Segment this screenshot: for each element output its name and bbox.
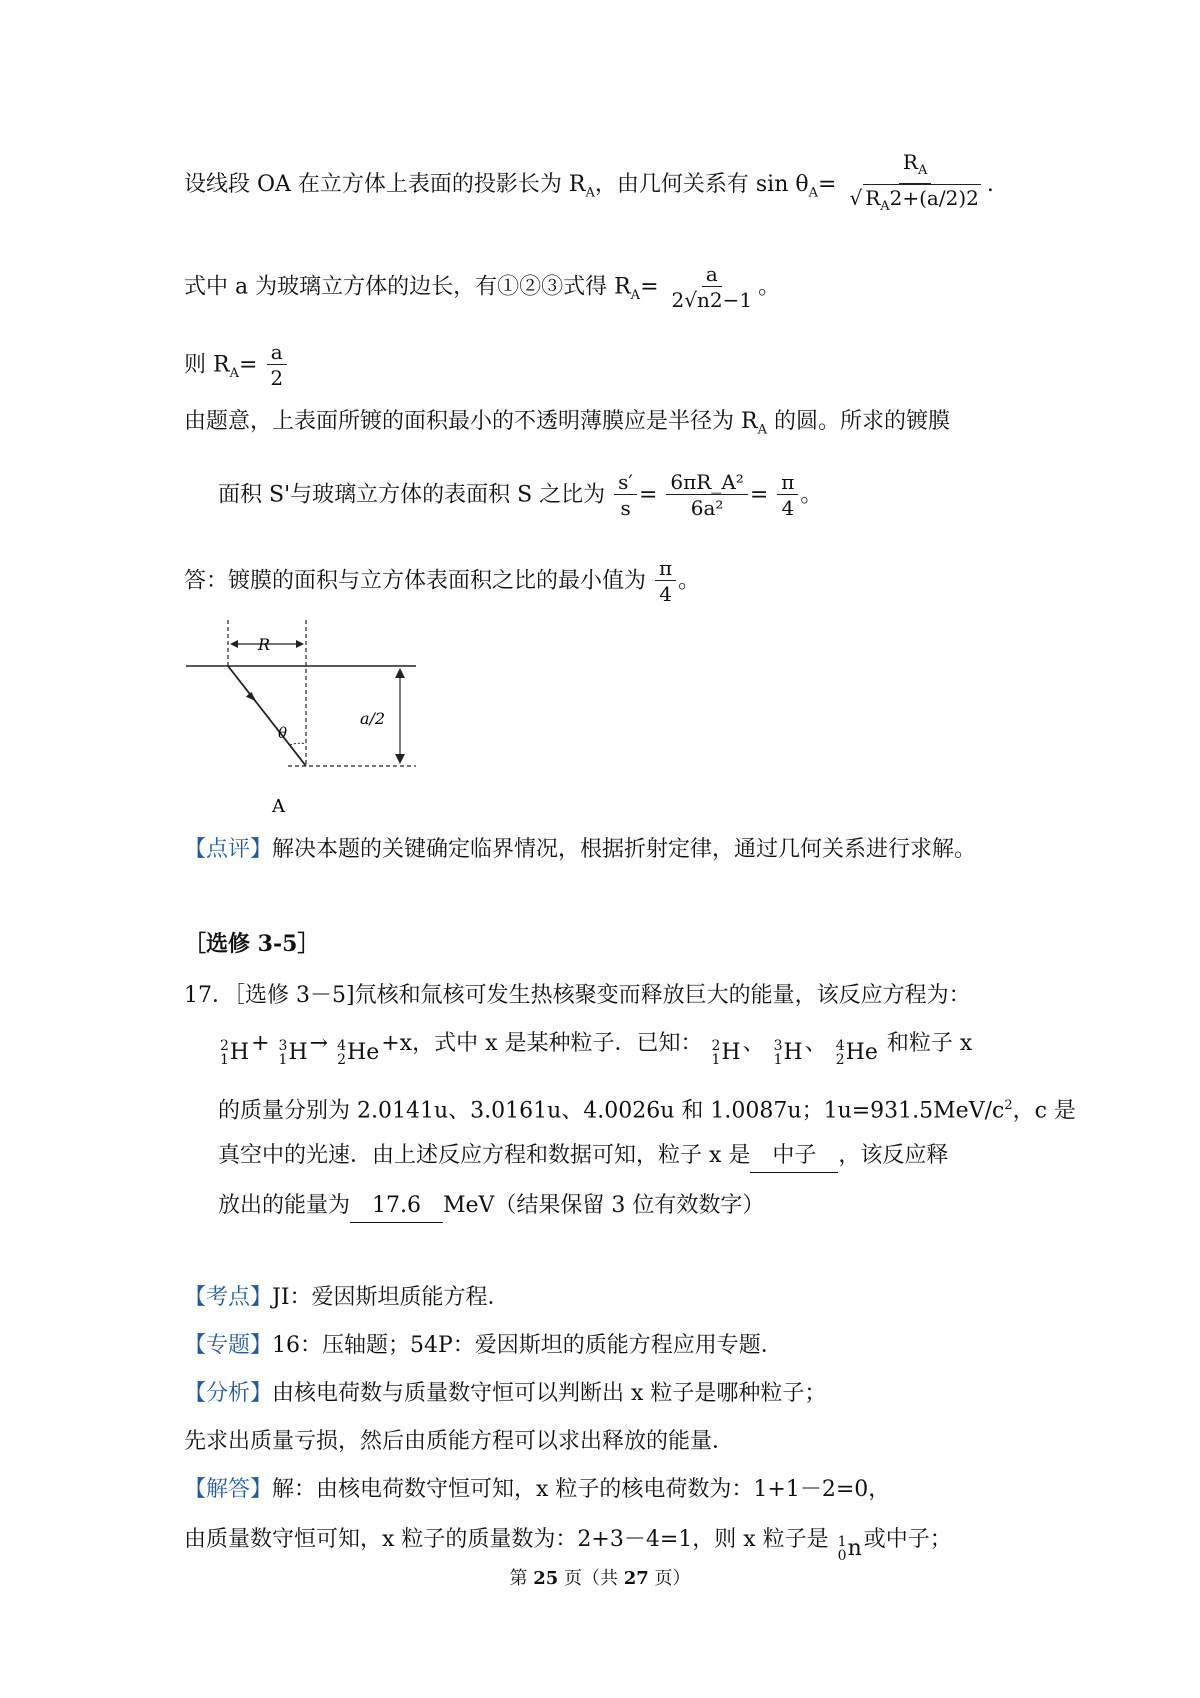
- point-a-label: A: [272, 796, 285, 817]
- q17-line-4: 真空中的光速．由上述反应方程和数据可知，粒子 x 是 中子 ，该反应释: [218, 1140, 1050, 1173]
- q17-line-5: 放出的能量为 17.6 MeV（结果保留 3 位有效数字）: [218, 1190, 1050, 1223]
- ra-fraction: $\frac{a}{2√n2-1}$: [671, 262, 753, 312]
- para-area-ratio: 面积 S'与玻璃立方体的表面积 S 之比为 $\frac{s'}{s}$ = $\frac{\text{6πR\_A²}}{\text{6a²}}$ = $\frac{\pi}{4}$ 。: [218, 470, 823, 520]
- half-fraction: $\frac{a}{2}$: [266, 340, 287, 391]
- fenxi-tag: 【分析】: [184, 1381, 273, 1406]
- isotope-he4: 4 2 He: [337, 1038, 380, 1068]
- a2-arrow-bottom: [395, 754, 405, 764]
- r-arrow-left: [230, 640, 238, 648]
- para-jieda: 【解答】解：由核电荷数守恒可知，x 粒子的核电荷数为：1+1－2=0，: [184, 1477, 891, 1502]
- para-kaodian: 【考点】JI：爱因斯坦质能方程．: [184, 1285, 510, 1310]
- ray-line: [228, 666, 306, 766]
- geometry-diagram: [180, 620, 420, 820]
- para-projection: 设线段 OA 在立方体上表面的投影长为 $R_A$，由几何关系有 $\sin \theta_A=$ $\frac{R_A}{√ R_A2+(a/2)2}$ .: [184, 150, 1050, 220]
- ratio-frac-2: $\frac{\text{6πR\_A²}}{\text{6a²}}$: [666, 470, 747, 521]
- para-comment: 【点评】解决本题的关键确定临界情况，根据折射定律，通过几何关系进行求解。: [184, 837, 977, 862]
- a2-arrow-top: [395, 668, 405, 678]
- q17-line-3: 的质量分别为 2.0141u、3.0161u、4.0026u 和 1.0087u；$1u=931.5MeV/c^2$，c 是: [218, 1098, 1076, 1124]
- para-zhuanti: 【专题】16：压轴题；54P：爱因斯坦的质能方程应用专题．: [184, 1333, 783, 1358]
- section-heading: ［选修 3-5］: [184, 931, 320, 957]
- para-last: 由质量数守恒可知，x 粒子的质量数为：2+3－4=1，则 x 粒子是 1 0 n 或中子；: [184, 1527, 952, 1564]
- para-fenxi-2: 先求出质量亏损，然后由质能方程可以求出释放的能量．: [184, 1429, 735, 1454]
- para-fenxi: 【分析】由核电荷数与质量数守恒可以判断出 x 粒子是哪种粒子；: [184, 1381, 827, 1406]
- sin-fraction: $\frac{R_A}{√ R_A2+(a/2)2}$: [845, 150, 984, 220]
- page-total: 27: [623, 1568, 649, 1589]
- para-ra-half: 则 $R_A=$ $\frac{a}{2}$: [184, 340, 1050, 391]
- theta-label: θ: [278, 724, 288, 742]
- para-answer: 答：镀膜的面积与立方体表面积之比的最小值为 $\frac{\pi}{4}$ 。: [184, 556, 701, 606]
- isotope-h3: 3 1 H: [278, 1038, 308, 1068]
- ratio-frac-3: $\frac{\pi}{4}$: [777, 470, 798, 521]
- jieda-tag: 【解答】: [184, 1477, 273, 1502]
- r-arrow-right: [296, 640, 304, 648]
- answer-fraction: $\frac{\pi}{4}$: [655, 556, 676, 607]
- answer-blank-particle: 中子: [750, 1140, 838, 1173]
- known-h3: 3 1 H: [773, 1038, 803, 1068]
- page-footer: 第 25 页（共 27 页）: [509, 1568, 691, 1589]
- q17-line-1: 17．［选修 3－5]氘核和氚核可发生热核聚变而释放巨大的能量，该反应方程为：: [184, 983, 971, 1008]
- answer-blank-energy: 17.6: [350, 1190, 443, 1223]
- isotope-h2: 2 1 H: [220, 1038, 250, 1068]
- zhuanti-tag: 【专题】: [184, 1333, 273, 1358]
- known-he4: 4 2 He: [835, 1038, 878, 1068]
- known-h2: 2 1 H: [711, 1038, 741, 1068]
- ratio-frac-1: $\frac{s'}{s}$: [614, 470, 637, 521]
- comment-tag: 【点评】: [184, 837, 273, 862]
- angle-arc: [290, 743, 306, 745]
- para-film: 由题意，上表面所镀的面积最小的不透明薄膜应是半径为 $R_A$ 的圆。所求的镀膜: [184, 409, 950, 438]
- neutron-symbol: 1 0 n: [837, 1534, 862, 1564]
- kaodian-tag: 【考点】: [184, 1285, 273, 1310]
- q17-line-2: 2 1 H + 3 1 H → 4 2 He +x，式中 x 是某种粒子．已知： 2 1 H 、 3 1 H 、 4 2 He 和粒子 x: [220, 1031, 973, 1068]
- para-ra-formula: 式中 a 为玻璃立方体的边长，有①②③式得 $R_A=$ $\frac{a}{2√n2-1}$ 。: [184, 262, 781, 312]
- page-number: 25: [533, 1568, 559, 1589]
- r-label: R: [258, 635, 271, 654]
- a2-label: a/2: [360, 709, 386, 728]
